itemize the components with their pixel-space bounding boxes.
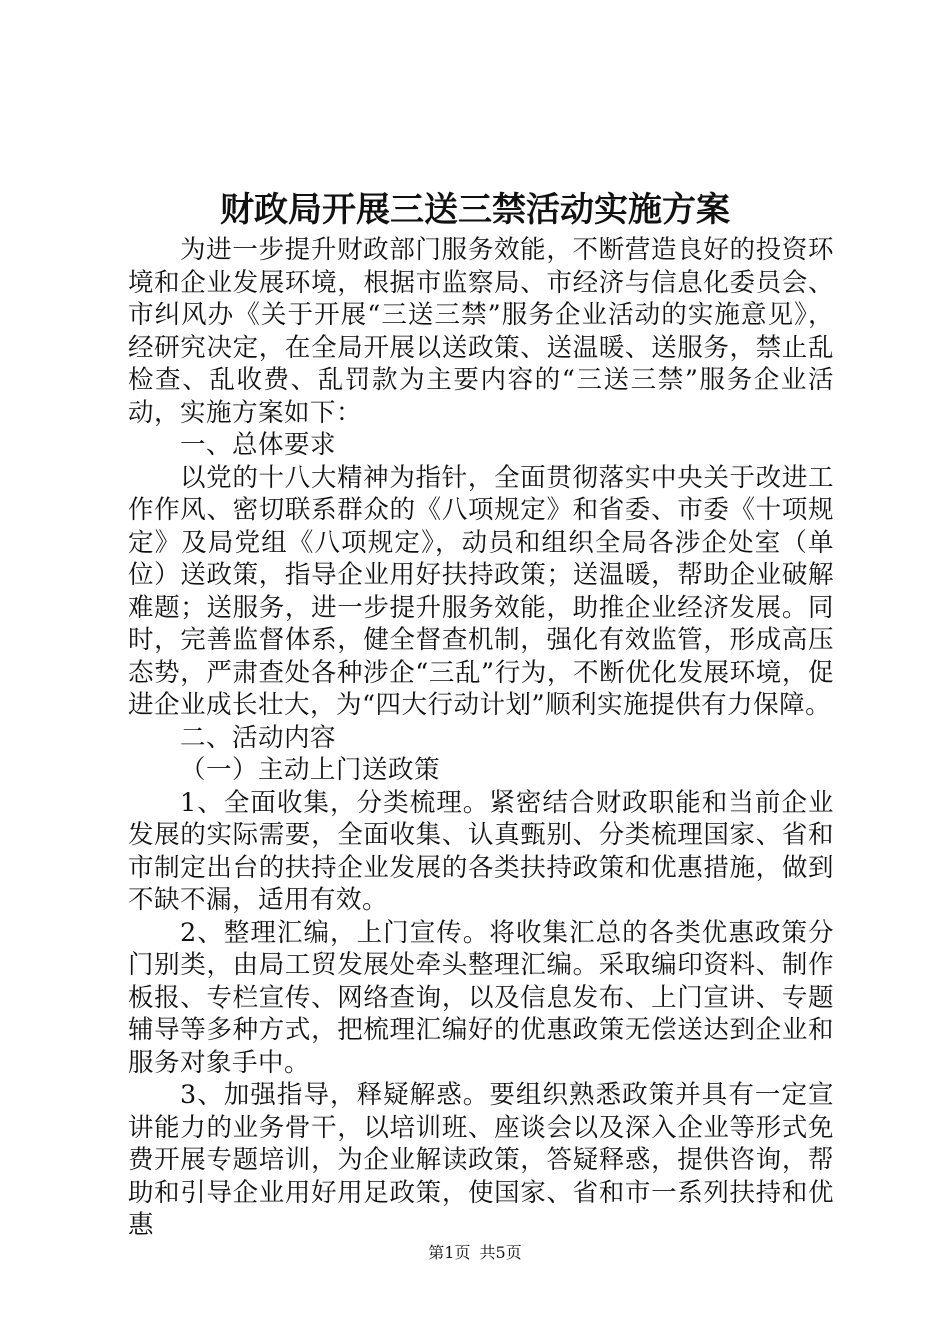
item-paragraph-3: 3、加强指导，释疑解惑。要组织熟悉政策并具有一定宣讲能力的业务骨干，以培训班、座谈会以及深入企业等形式免费开展专题培训，为企业解读政策，答疑释惑，提供咨询，帮助和引导企业用好用足政策，使国家、省和市一系列扶持和优惠 xyxy=(128,1080,834,1240)
item-paragraph-1: 1、全面收集，分类梳理。紧密结合财政职能和当前企业发展的实际需要，全面收集、认真甄别、分类梳理国家、省和市制定出台的扶持企业发展的各类扶持政策和优惠措施，做到不缺不漏，适用有效。 xyxy=(128,787,834,915)
page-number: 第1页 xyxy=(428,1243,471,1262)
general-requirements-paragraph: 以党的十八大精神为指针，全面贯彻落实中央关于改进工作作风、密切联系群众的《八项规定》和省委、市委《十项规定》及局党组《八项规定》，动员和组织全局各涉企处室（单位）送政策，指导企业用好扶持政策；送温暖，帮助企业破解难题；送服务，进一步提升服务效能，助推企业经济发展。同时，完善监督体系，健全督查机制，强化有效监管，形成高压态势，严肃查处各种涉企“三乱”行为，不断优化发展环境，促进企业成长壮大，为“四大行动计划”顺利实施提供有力保障。 xyxy=(128,462,834,720)
page-total: 共5页 xyxy=(479,1243,522,1262)
page-footer xyxy=(0,1242,950,1264)
item-paragraph-2: 2、整理汇编，上门宣传。将收集汇总的各类优惠政策分门别类，由局工贸发展处牵头整理汇编。采取编印资料、制作板报、专栏宣传、网络查询，以及信息发布、上门宣讲、专题辅导等多种方式，把梳理汇编好的优惠政策无偿送达到企业和服务对象手中。 xyxy=(128,917,834,1078)
document-body xyxy=(128,234,834,1242)
subsection-heading-policy-delivery: （一）主动上门送政策 xyxy=(180,755,441,785)
section-heading-activity-content: 二、活动内容 xyxy=(180,722,337,753)
intro-paragraph: 为进一步提升财政部门服务效能，不断营造良好的投资环境和企业发展环境，根据市监察局、市经济与信息化委员会、市纠风办《关于开展“三送三禁”服务企业活动的实施意见》，经研究决定，在全局开展以送政策、送温暖、送服务，禁止乱检查、乱收费、乱罚款为主要内容的“三送三禁”服务企业活动，实施方案如下： xyxy=(128,235,834,428)
document-title: 财政局开展三送三禁活动实施方案 xyxy=(220,190,730,230)
section-heading-general-requirements: 一、总体要求 xyxy=(180,430,337,460)
